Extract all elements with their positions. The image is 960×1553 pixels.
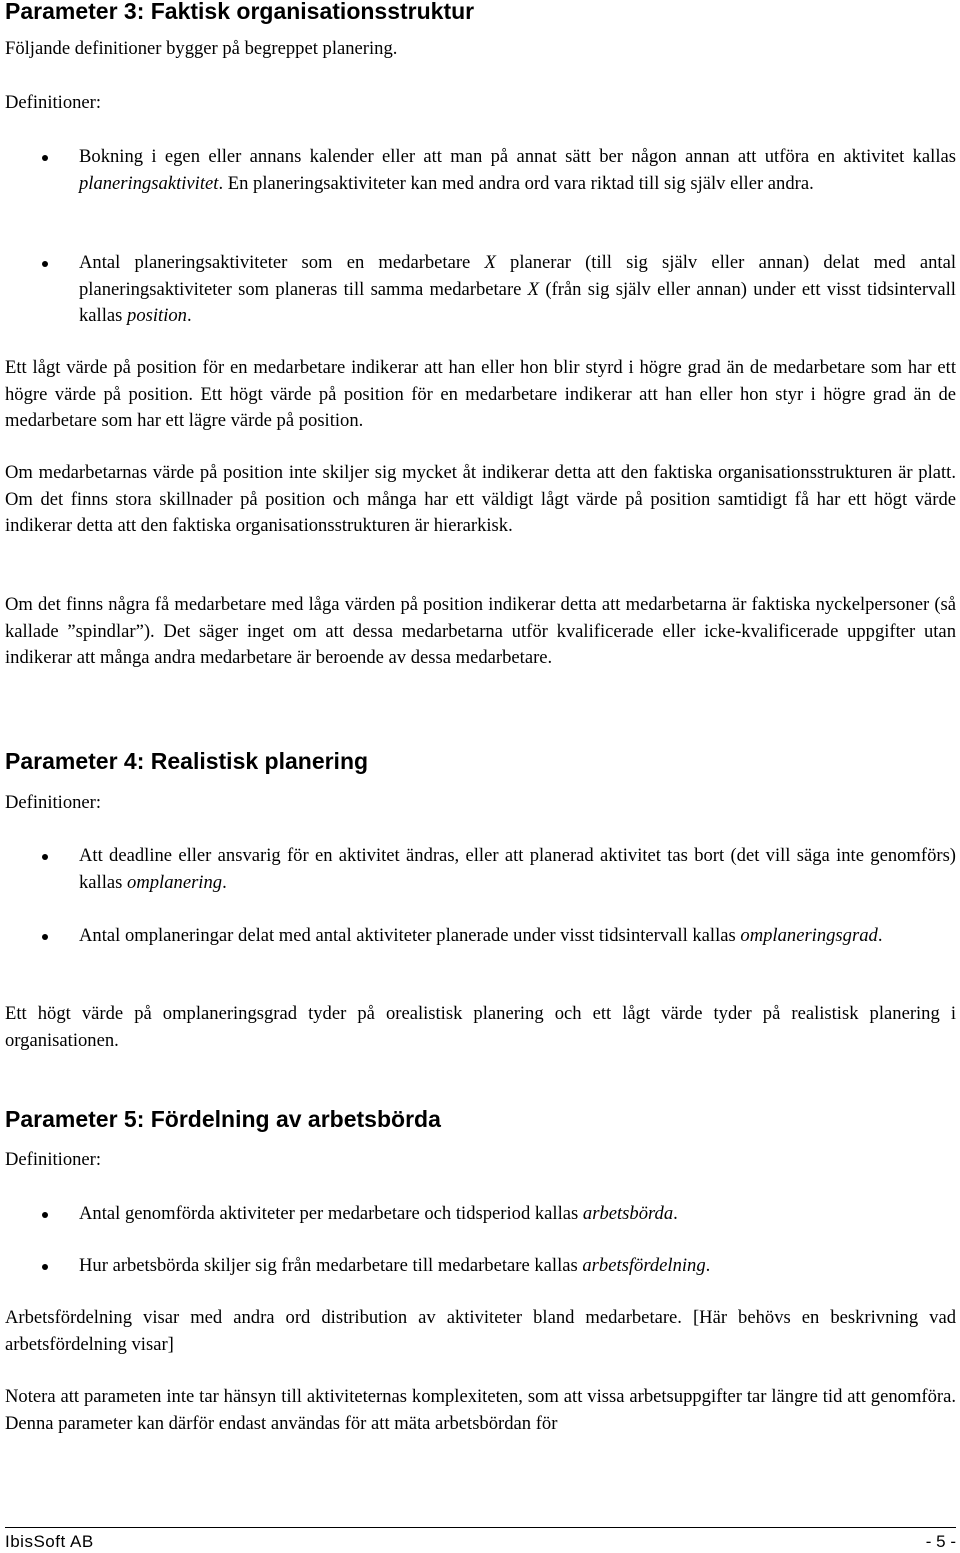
section-3-paragraph-1: Ett lågt värde på position för en medarbetare indikerar att han eller hon blir styrd i högre grad än de medarbetare som har ett högre värde på position. Ett högt värde på position för en medarbetare indikerar att han eller hon styr i högre grad än de medarbetare som har ett lägre värde på position. [5, 357, 956, 431]
term-planeringsaktivitet: planeringsaktivitet [79, 172, 219, 194]
bullet-dot-icon [42, 934, 48, 940]
section-4-bullet-2-text: Antal omplaneringar delat med antal aktiviteter planerade under visst tidsintervall kallas omplaneringsgrad. [79, 925, 883, 946]
footer-company: IbisSoft AB [5, 1532, 94, 1551]
section-3-definitions-label: Definitioner: [5, 92, 102, 113]
section-3-heading: Parameter 3: Faktisk organisationsstruktur [5, 0, 475, 24]
section-5-bullet-1-text: Antal genomförda aktiviteter per medarbetare och tidsperiod kallas arbetsbörda. [79, 1203, 678, 1224]
section-5-bullet-2-text: Hur arbetsbörda skiljer sig från medarbetare till medarbetare kallas arbetsfördelning. [79, 1255, 711, 1276]
section-3-bullet-1-text: Bokning i egen eller annans kalender eller att man på annat sätt ber någon annan att utföra en aktivitet kallas planeringsaktivitet. En planeringsaktiviteter kan med andra ord vara riktad till sig själv eller andra. [79, 146, 956, 194]
section-4-paragraph-1: Ett högt värde på omplaneringsgrad tyder på orealistisk planering och ett lågt värde tyder på realistisk planering i organisationen. [5, 1003, 956, 1051]
section-3-paragraph-3: Om det finns några få medarbetare med låga värden på position indikerar detta att medarbetarna är faktiska nyckelpersoner (så kallade ”spindlar”). Det säger inget om att dessa medarbetarna utför kvalificerade eller icke-kvalificerade uppgifter utan indikerar att många andra medarbetare är beroende av dessa medarbetare. [5, 594, 956, 668]
term-position: position [127, 305, 187, 326]
bullet-dot-icon [42, 155, 48, 161]
section-3-intro: Följande definitioner bygger på begreppet planering. [5, 38, 398, 59]
footer-page-number: - 5 - [925, 1532, 956, 1551]
bullet-dot-icon [42, 1264, 48, 1270]
section-5-heading: Parameter 5: Fördelning av arbetsbörda [5, 1106, 441, 1132]
section-3-paragraph-2: Om medarbetarnas värde på position inte skiljer sig mycket åt indikerar detta att den faktiska organisationsstrukturen är platt. Om det finns stora skillnader på position och många har ett väldigt lågt värde på position samtidigt få har ett högt värde indikerar detta att den faktiska organisationsstrukturen är hierarkisk. [5, 462, 956, 536]
section-5-paragraph-2: Notera att parameten inte tar hänsyn till aktiviteternas komplexiteten, som att vissa arbetsuppgifter tar längre tid att genomföra. Denna parameter kan därför endast användas för att mäta arbetsbördan för [5, 1386, 956, 1434]
section-5-definitions-label: Definitioner: [5, 1149, 102, 1170]
section-5-paragraph-1: Arbetsfördelning visar med andra ord distribution av aktiviteter bland medarbetare. [Här behövs en beskrivning vad arbetsfördelning visar] [5, 1307, 956, 1355]
bullet-dot-icon [42, 1212, 48, 1218]
bullet-dot-icon [42, 261, 48, 267]
bullet-dot-icon [42, 854, 48, 860]
section-4-definitions-label: Definitioner: [5, 792, 102, 813]
footer-divider [5, 1527, 956, 1528]
section-3-bullet-2-text: Antal planeringsaktiviteter som en medarbetare X planerar (till sig själv eller annan) delat med antal planeringsaktiviteter som planeras till samma medarbetare X (från sig själv eller annan) under ett visst tidsintervall kallas position. [79, 252, 956, 326]
term-arbetsfordelning: arbetsfördelning [582, 1255, 706, 1276]
section-4-bullet-1-text: Att deadline eller ansvarig för en aktivitet ändras, eller att planerad aktivitet tas bort (det vill säga inte genomförs) kallas omplanering. [79, 845, 956, 893]
term-omplaneringsgrad: omplaneringsgrad [740, 925, 878, 946]
term-omplanering: omplanering [127, 871, 223, 893]
term-arbetsborda: arbetsbörda [582, 1203, 674, 1224]
document-page [5, 0, 956, 1553]
section-4-heading: Parameter 4: Realistisk planering [5, 748, 369, 774]
